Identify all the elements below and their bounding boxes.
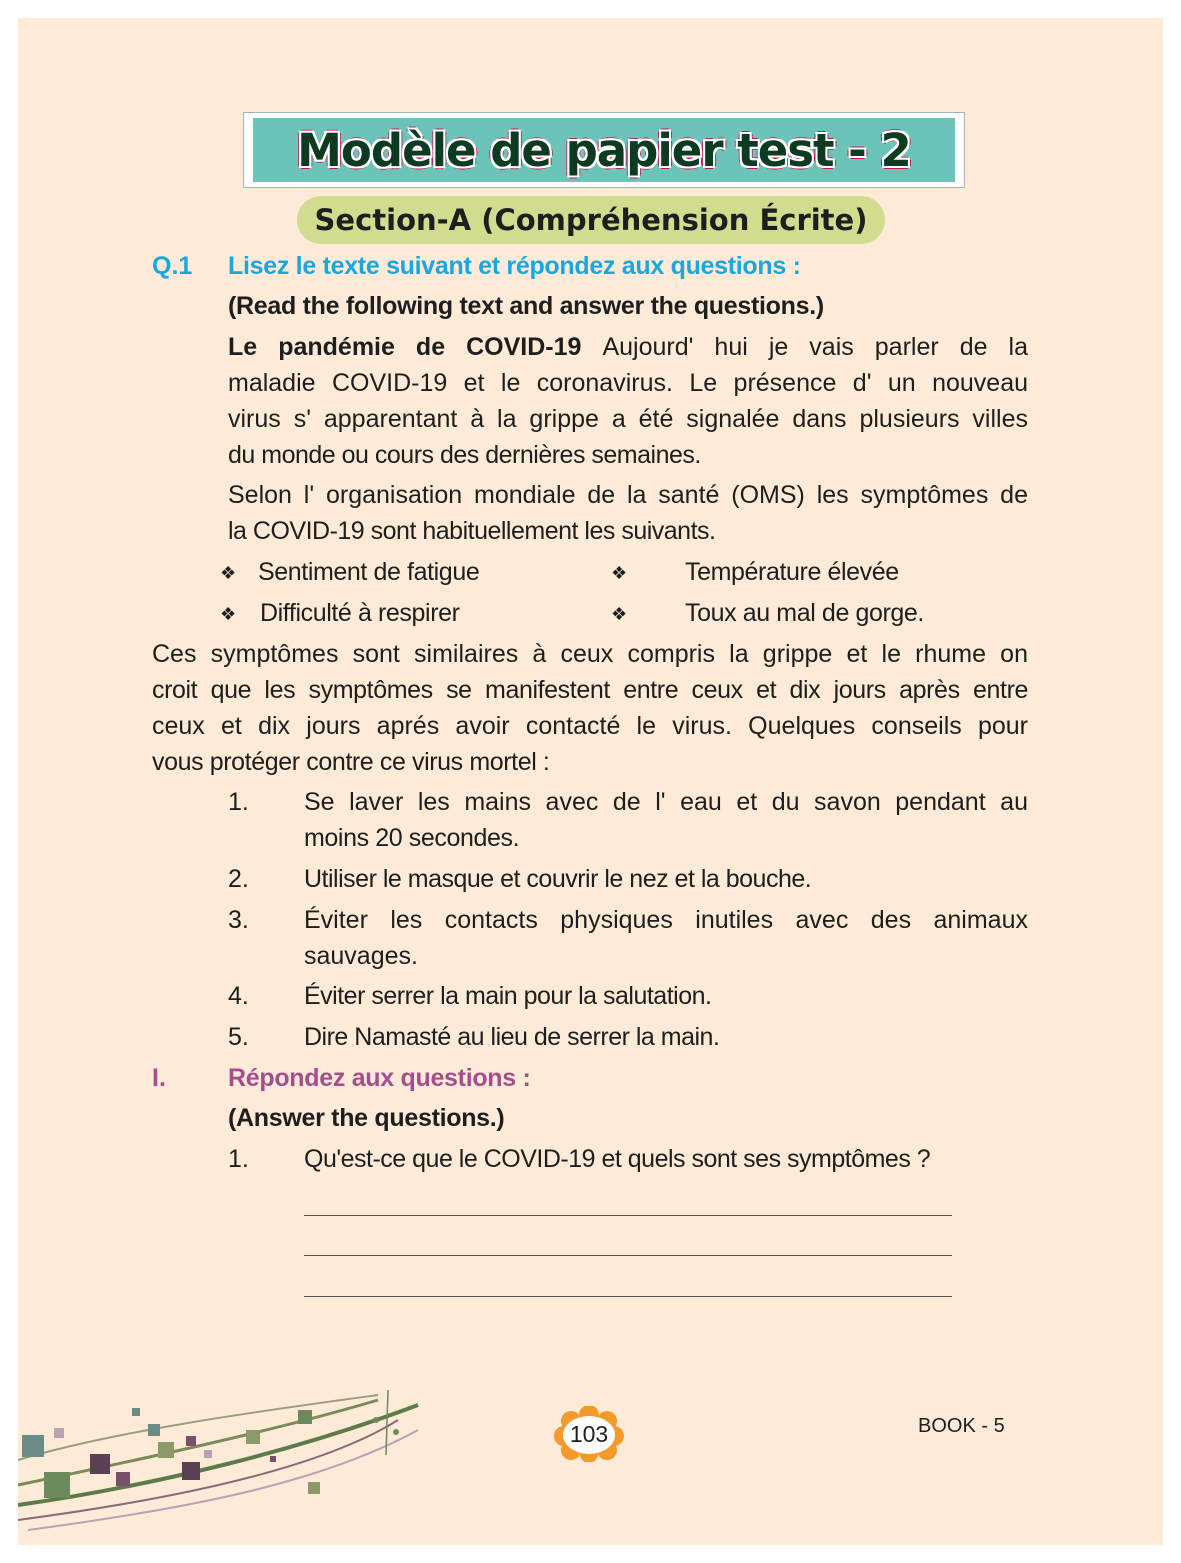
part-number: I.: [152, 1064, 166, 1092]
part-instruction-en: (Answer the questions.): [228, 1104, 505, 1132]
passage-line: virus s' apparentant à la grippe a été signalée dans plusieurs villes: [228, 405, 1028, 433]
diamond-bullet-icon: ❖: [611, 604, 628, 624]
diamond-bullet-icon: ❖: [220, 563, 237, 583]
tip-text: Se laver les mains avec de l' eau et du savon pendant au: [304, 788, 1028, 816]
section-heading: Section-A (Compréhension Écrite): [297, 196, 885, 244]
passage-line: Selon l' organisation mondiale de la santé (OMS) les symptômes de: [228, 481, 1028, 509]
question-item-text: Qu'est-ce que le COVID-19 et quels sont ses symptômes ?: [304, 1145, 931, 1173]
passage-heading: Le pandémie de COVID-19: [228, 333, 582, 361]
diamond-bullet-icon: ❖: [611, 563, 628, 583]
passage-line: croit que les symptômes se manifestent entre ceux et dix jours après entre: [152, 676, 1028, 704]
decorative-corner-graphic: [18, 1390, 438, 1540]
tip-text: Éviter serrer la main pour la salutation.: [304, 982, 712, 1010]
answer-line[interactable]: [304, 1296, 952, 1297]
diamond-bullet-icon: ❖: [220, 604, 237, 624]
part-instruction-fr: Répondez aux questions :: [228, 1064, 531, 1092]
question-number: Q.1: [152, 252, 193, 280]
tip-number: 5.: [228, 1023, 249, 1051]
tip-number: 2.: [228, 865, 249, 893]
book-label: BOOK - 5: [918, 1415, 1005, 1437]
page-number: 103: [569, 1420, 609, 1447]
page-title: Modèle de papier test - 2: [297, 123, 911, 177]
passage-line: la COVID-19 sont habituellement les suivants.: [228, 517, 716, 545]
tip-text: sauvages.: [304, 942, 418, 970]
passage-line: du monde ou cours des dernières semaines.: [228, 441, 701, 469]
title-banner: [253, 118, 955, 182]
title-box: [243, 112, 965, 188]
symptom-item: Difficulté à respirer: [260, 599, 460, 627]
answer-line[interactable]: [304, 1215, 952, 1216]
tip-number: 3.: [228, 906, 249, 934]
passage-line: maladie COVID-19 et le coronavirus. Le présence d' un nouveau: [228, 369, 1028, 397]
tip-text: Dire Namasté au lieu de serrer la main.: [304, 1023, 720, 1051]
passage-line: Ces symptômes sont similaires à ceux compris la grippe et le rhume on: [152, 640, 1028, 668]
question-item-number: 1.: [228, 1145, 249, 1173]
question-instruction-en: (Read the following text and answer the questions.): [228, 292, 824, 320]
answer-line[interactable]: [304, 1255, 952, 1256]
tip-text: Éviter les contacts physiques inutiles avec des animaux: [304, 906, 1028, 934]
question-instruction-fr: Lisez le texte suivant et répondez aux questions :: [228, 252, 801, 280]
tip-text: Utiliser le masque et couvrir le nez et la bouche.: [304, 865, 812, 893]
tip-number: 4.: [228, 982, 249, 1010]
tip-text: moins 20 secondes.: [304, 824, 520, 852]
page-number-badge: [552, 1406, 626, 1462]
tip-number: 1.: [228, 788, 249, 816]
symptom-item: Sentiment de fatigue: [258, 558, 480, 586]
symptom-item: Toux au mal de gorge.: [685, 599, 924, 627]
passage-line: vous protéger contre ce virus mortel :: [152, 748, 550, 776]
passage-line: Le pandémie de COVID-19 Aujourd' hui je vais parler de la: [228, 333, 1029, 361]
passage-line: ceux et dix jours aprés avoir contacté le virus. Quelques conseils pour: [152, 712, 1028, 740]
symptom-item: Température élevée: [685, 558, 899, 586]
